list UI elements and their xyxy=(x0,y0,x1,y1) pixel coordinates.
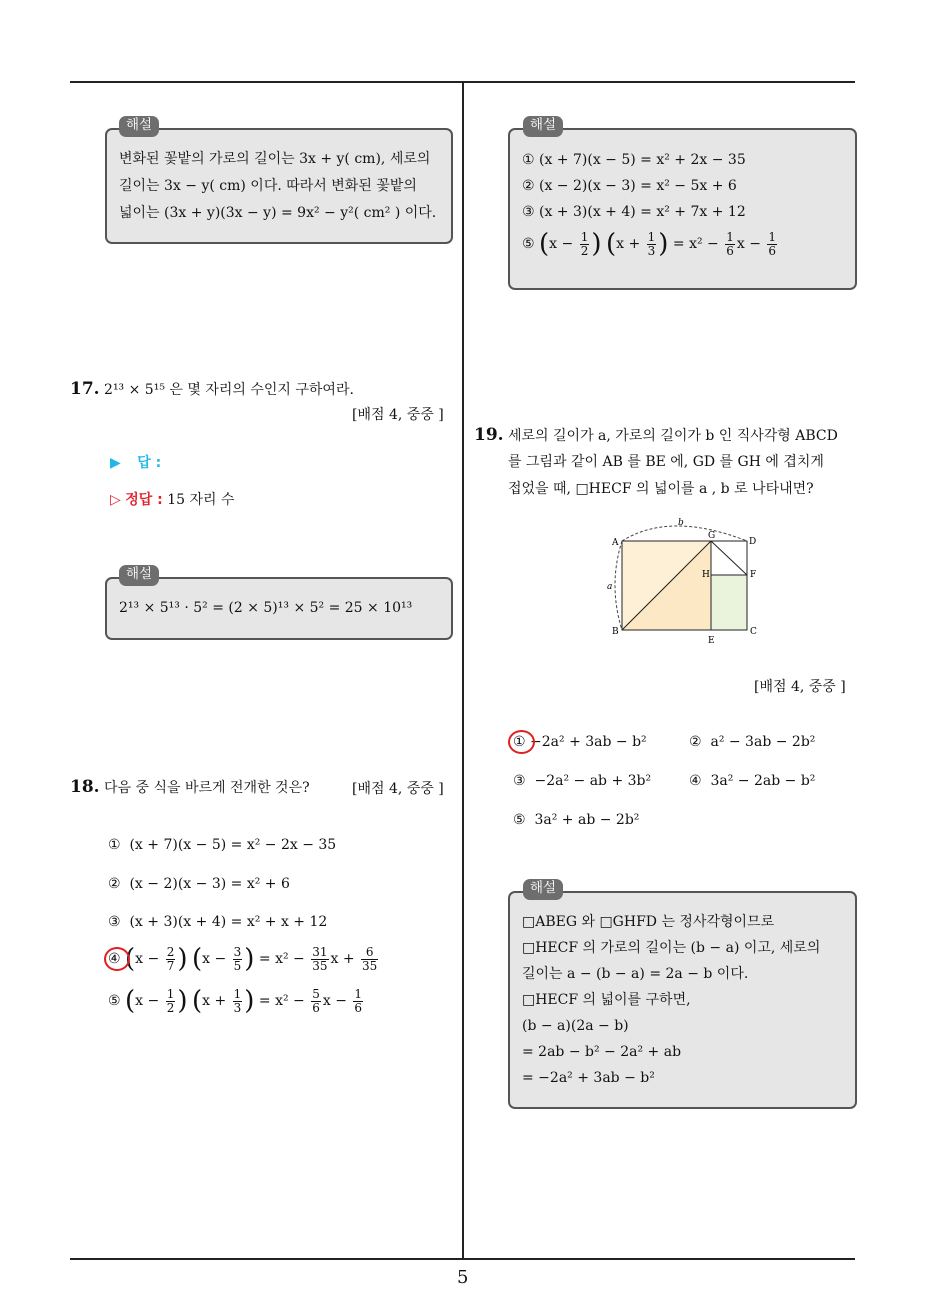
option-mark: ② xyxy=(689,734,702,750)
numerator: 5 xyxy=(312,986,320,1001)
option-mark: ③ xyxy=(513,773,526,789)
explanation-line: 길이는 3x − y( cm) 이다. 따라서 변화된 꽃밭의 xyxy=(119,178,417,194)
numerator: 1 xyxy=(166,986,175,1001)
label-E: E xyxy=(708,636,715,646)
numerator: 6 xyxy=(361,946,378,960)
term: = x² − xyxy=(672,236,719,252)
rectangle-fold-figure xyxy=(600,515,770,650)
denominator: 2 xyxy=(580,243,589,258)
option-text: (x + 7)(x − 5) = x² − 2x − 35 xyxy=(129,837,337,853)
option-text: −2a² − ab + 3b² xyxy=(534,773,652,789)
option-mark: ③ xyxy=(108,914,121,930)
option-4[interactable] xyxy=(689,772,815,790)
numerator: 2 xyxy=(166,944,175,959)
arc-b xyxy=(622,526,747,541)
numerator: 1 xyxy=(768,229,777,244)
denominator: 6 xyxy=(354,1000,363,1015)
denominator: 2 xyxy=(166,1000,175,1015)
explanation-tag: 해설 xyxy=(119,116,159,137)
paren: ) xyxy=(177,944,188,974)
denominator: 3 xyxy=(647,243,656,258)
option-text: 3a² + ab − 2b² xyxy=(534,812,640,828)
answer-row xyxy=(110,452,161,472)
question-number: 18. xyxy=(70,777,100,797)
option-2[interactable] xyxy=(689,733,815,751)
selected-answer-circle xyxy=(104,947,130,971)
option-3[interactable] xyxy=(108,913,327,931)
question-text: 접었을 때, □HECF 의 넓이를 a , b 로 나타내면? xyxy=(508,481,814,497)
paren: ) xyxy=(658,229,669,259)
term: x − xyxy=(549,236,574,252)
explanation-line: = −2a² + 3ab − b² xyxy=(522,1070,655,1086)
explanation-box-19 xyxy=(508,891,857,1109)
term: x + xyxy=(202,993,227,1009)
denominator: 35 xyxy=(312,958,328,973)
explanation-line: 2¹³ × 5¹³ · 5² = (2 × 5)¹³ × 5² = 25 × 10¹³ xyxy=(119,600,413,616)
option-text: a² − 3ab − 2b² xyxy=(710,734,816,750)
paren: ) xyxy=(177,986,188,1016)
term: x − xyxy=(322,993,347,1009)
triangle-outline-icon: ▷ xyxy=(110,492,121,508)
numerator: 1 xyxy=(354,986,363,1001)
numerator: 1 xyxy=(233,986,242,1001)
rect-hecf-fill xyxy=(711,575,747,630)
numerator: 31 xyxy=(312,944,328,959)
paren: ) xyxy=(591,229,602,259)
option-text: (x − 2)(x − 3) = x² + 6 xyxy=(129,876,290,892)
question-17 xyxy=(70,379,354,399)
option-5[interactable] xyxy=(108,986,365,1016)
option-4[interactable] xyxy=(108,944,380,974)
label-b: b xyxy=(678,518,684,528)
fraction xyxy=(353,988,363,1015)
points-label: [배점 4, 중중 ] xyxy=(352,781,444,797)
denominator: 5 xyxy=(233,958,242,973)
term: = x² − xyxy=(258,951,305,967)
question-number: 17. xyxy=(70,379,100,399)
explanation-line: 길이는 a − (b − a) = 2a − b 이다. xyxy=(522,966,749,982)
explanation-line: □HECF 의 넓이를 구하면, xyxy=(522,992,691,1008)
page-number: 5 xyxy=(457,1267,469,1288)
option-mark: ⑤ xyxy=(513,812,526,828)
fold-line-gf xyxy=(711,541,747,575)
paren: ) xyxy=(244,944,255,974)
option-mark: ④ xyxy=(108,951,121,967)
option-text: −2a² + 3ab − b² xyxy=(530,734,647,750)
paren: ( xyxy=(125,986,136,1016)
option-mark: ① xyxy=(513,734,526,750)
fraction xyxy=(166,946,176,973)
option-3[interactable] xyxy=(513,772,651,790)
fraction xyxy=(580,231,590,258)
question-number: 19. xyxy=(474,425,504,445)
explanation-tag: 해설 xyxy=(523,879,563,900)
denominator: 3 xyxy=(233,1000,242,1015)
fraction xyxy=(725,231,735,258)
option-1[interactable] xyxy=(108,836,336,854)
points-label: [배점 4, 중중 ] xyxy=(754,679,846,695)
fraction xyxy=(311,946,328,973)
question-text: 세로의 길이가 a, 가로의 길이가 b 인 직사각형 ABCD xyxy=(508,428,838,444)
numerator: 3 xyxy=(233,944,242,959)
selected-answer-circle xyxy=(508,730,535,754)
term: x + xyxy=(330,951,355,967)
play-icon: ▶ xyxy=(110,455,121,471)
explanation-line: (b − a)(2a − b) xyxy=(522,1018,629,1034)
question-text: 2¹³ × 5¹⁵ 은 몇 자리의 수인지 구하여라. xyxy=(104,382,354,398)
paren: ( xyxy=(539,229,550,259)
denominator: 7 xyxy=(166,958,175,973)
numerator: 1 xyxy=(580,229,589,244)
paren: ) xyxy=(244,986,255,1016)
label-a: a xyxy=(607,582,613,592)
points-label: [배점 4, 중중 ] xyxy=(352,407,444,423)
explanation-line: 넓이는 (3x + y)(3x − y) = 9x² − y²( cm² ) 이다. xyxy=(119,205,437,221)
label-H: H xyxy=(702,570,710,580)
explanation-line: □HECF 의 가로의 길이는 (b − a) 이고, 세로의 xyxy=(522,940,821,956)
answer-label: 답 : xyxy=(137,455,162,471)
fraction xyxy=(166,988,176,1015)
term: x − xyxy=(135,951,160,967)
term: x + xyxy=(616,236,641,252)
denominator: 6 xyxy=(726,243,734,258)
explanation-line: 변화된 꽃밭의 가로의 길이는 3x + y( cm), 세로의 xyxy=(119,151,431,167)
denominator: 35 xyxy=(362,958,378,973)
explanation-line: = 2ab − b² − 2a² + ab xyxy=(522,1044,682,1060)
denominator: 6 xyxy=(312,1000,320,1015)
label-G: G xyxy=(708,531,716,541)
explanation-tag: 해설 xyxy=(523,116,563,137)
explanation-line: ② (x − 2)(x − 3) = x² − 5x + 6 xyxy=(522,178,737,194)
column-divider xyxy=(462,82,464,1260)
option-2[interactable] xyxy=(108,875,290,893)
label-F: F xyxy=(750,570,757,580)
paren: ( xyxy=(191,986,203,1016)
explanation-box-16 xyxy=(105,128,453,244)
correct-value: 15 자리 수 xyxy=(167,492,235,508)
term: x − xyxy=(135,993,160,1009)
label-B: B xyxy=(612,627,619,637)
fraction xyxy=(311,988,321,1015)
paren: ( xyxy=(191,944,203,974)
option-text: 3a² − 2ab − b² xyxy=(710,773,816,789)
term: x − xyxy=(202,951,227,967)
fraction xyxy=(233,946,243,973)
label-D: D xyxy=(749,537,757,547)
numerator: 1 xyxy=(726,229,734,244)
explanation-box-18 xyxy=(508,128,857,290)
label-A: A xyxy=(612,538,619,548)
denominator: 6 xyxy=(768,243,777,258)
arc-a xyxy=(615,541,622,630)
fraction xyxy=(361,946,378,973)
option-mark: ⑤ xyxy=(108,993,121,1009)
correct-answer-row xyxy=(110,489,235,509)
explanation-line: ③ (x + 3)(x + 4) = x² + 7x + 12 xyxy=(522,204,746,220)
bottom-rule xyxy=(70,1258,855,1260)
label-C: C xyxy=(750,627,757,637)
question-18 xyxy=(70,777,310,797)
numerator: 1 xyxy=(647,229,656,244)
explanation-tag: 해설 xyxy=(119,565,159,586)
question-text: 를 그림과 같이 AB 를 BE 에, GD 를 GH 에 겹치게 xyxy=(508,454,824,470)
option-mark: ⑤ xyxy=(522,236,535,252)
term: x − xyxy=(736,236,761,252)
term: = x² − xyxy=(258,993,305,1009)
option-mark: ② xyxy=(108,876,121,892)
option-mark: ④ xyxy=(689,773,702,789)
correct-label: 정답 : xyxy=(125,492,163,508)
paren: ( xyxy=(125,944,136,974)
option-text: (x + 3)(x + 4) = x² + x + 12 xyxy=(129,914,328,930)
paren: ( xyxy=(605,229,617,259)
explanation-line xyxy=(522,229,779,259)
option-5[interactable] xyxy=(513,811,639,829)
fraction xyxy=(647,231,657,258)
explanation-line: ① (x + 7)(x − 5) = x² + 2x − 35 xyxy=(522,152,746,168)
fraction xyxy=(233,988,243,1015)
explanation-line: □ABEG 와 □GHFD 는 정사각형이므로 xyxy=(522,914,775,930)
question-19 xyxy=(474,425,504,445)
fraction xyxy=(767,231,777,258)
explanation-box-17 xyxy=(105,577,453,640)
option-mark: ① xyxy=(108,837,121,853)
question-text: 다음 중 식을 바르게 전개한 것은? xyxy=(104,780,310,796)
